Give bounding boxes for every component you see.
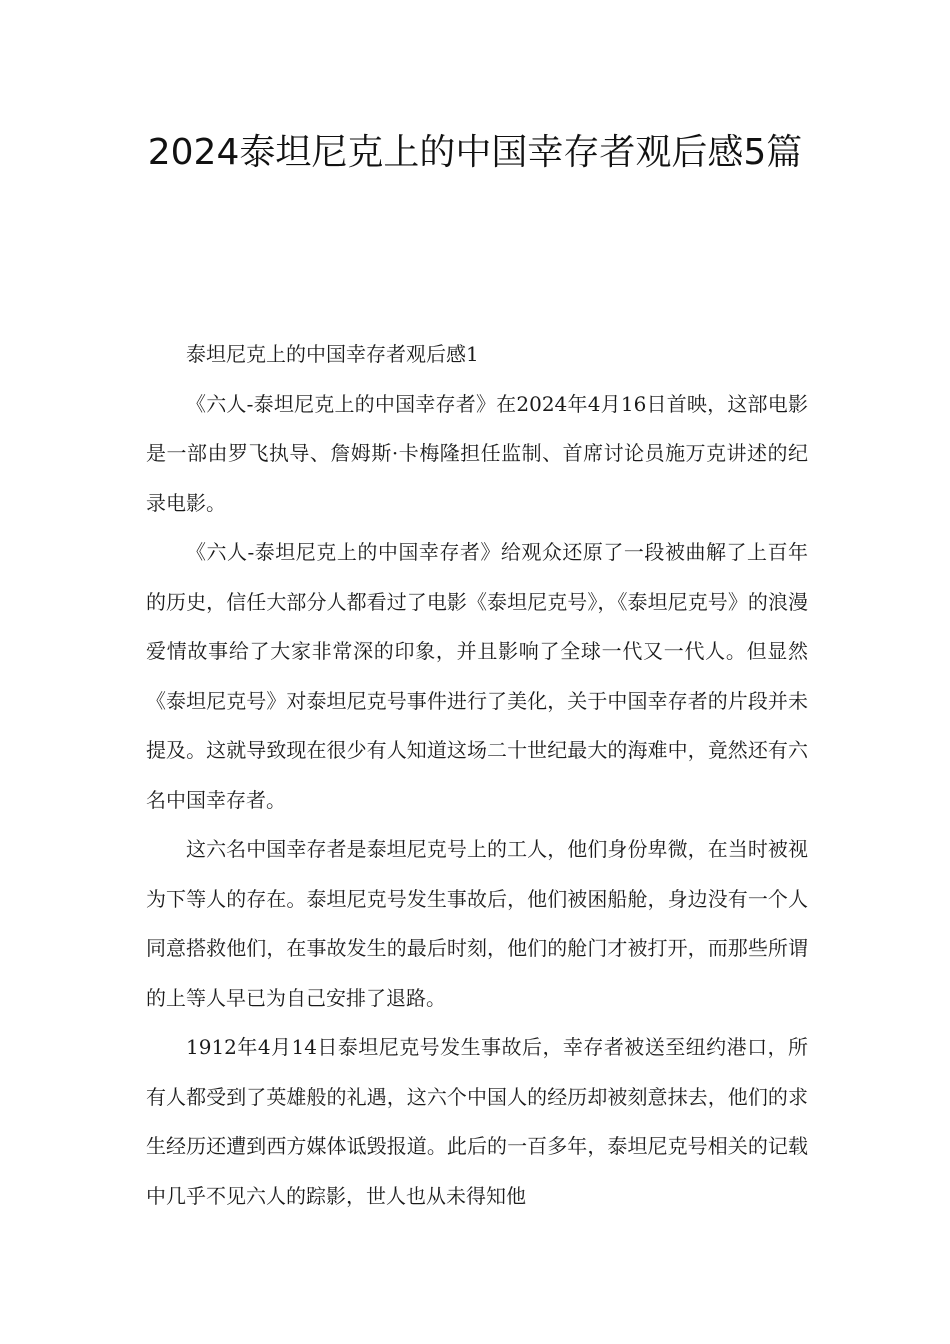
- document-body: [146, 330, 808, 1221]
- document-title: 2024泰坦尼克上的中国幸存者观后感5篇: [147, 132, 803, 173]
- section-heading: 泰坦尼克上的中国幸存者观后感1: [186, 342, 479, 366]
- paragraph: 《六人-泰坦尼克上的中国幸存者》给观众还原了一段被曲解了上百年的历史，信任大部分人都看过了电影《泰坦尼克号》，《泰坦尼克号》的浪漫爱情故事给了大家非常深的印象，并且影响了全球一代又一代人。但显然《泰坦尼克号》对泰坦尼克号事件进行了美化，关于中国幸存者的片段并未提及。这就导致现在很少有人知道这场二十世纪最大的海难中，竟然还有六名中国幸存者。: [146, 540, 808, 812]
- paragraph: 《六人-泰坦尼克上的中国幸存者》在2024年4月16日首映，这部电影是一部由罗飞执导、詹姆斯·卡梅隆担任监制、首席讨论员施万克讲述的纪录电影。: [146, 391, 808, 515]
- paragraph: 1912年4月14日泰坦尼克号发生事故后，幸存者被送至纽约港口，所有人都受到了英雄般的礼遇，这六个中国人的经历却被刻意抹去，他们的求生经历还遭到西方媒体诋毁报道。此后的一百多年，泰坦尼克号相关的记载中几乎不见六人的踪影，世人也从未得知他: [146, 1035, 808, 1208]
- paragraph: 这六名中国幸存者是泰坦尼克号上的工人，他们身份卑微，在当时被视为下等人的存在。泰坦尼克号发生事故后，他们被困船舱，身边没有一个人同意搭救他们，在事故发生的最后时刻，他们的舱门才被打开，而那些所谓的上等人早已为自己安排了退路。: [146, 837, 808, 1010]
